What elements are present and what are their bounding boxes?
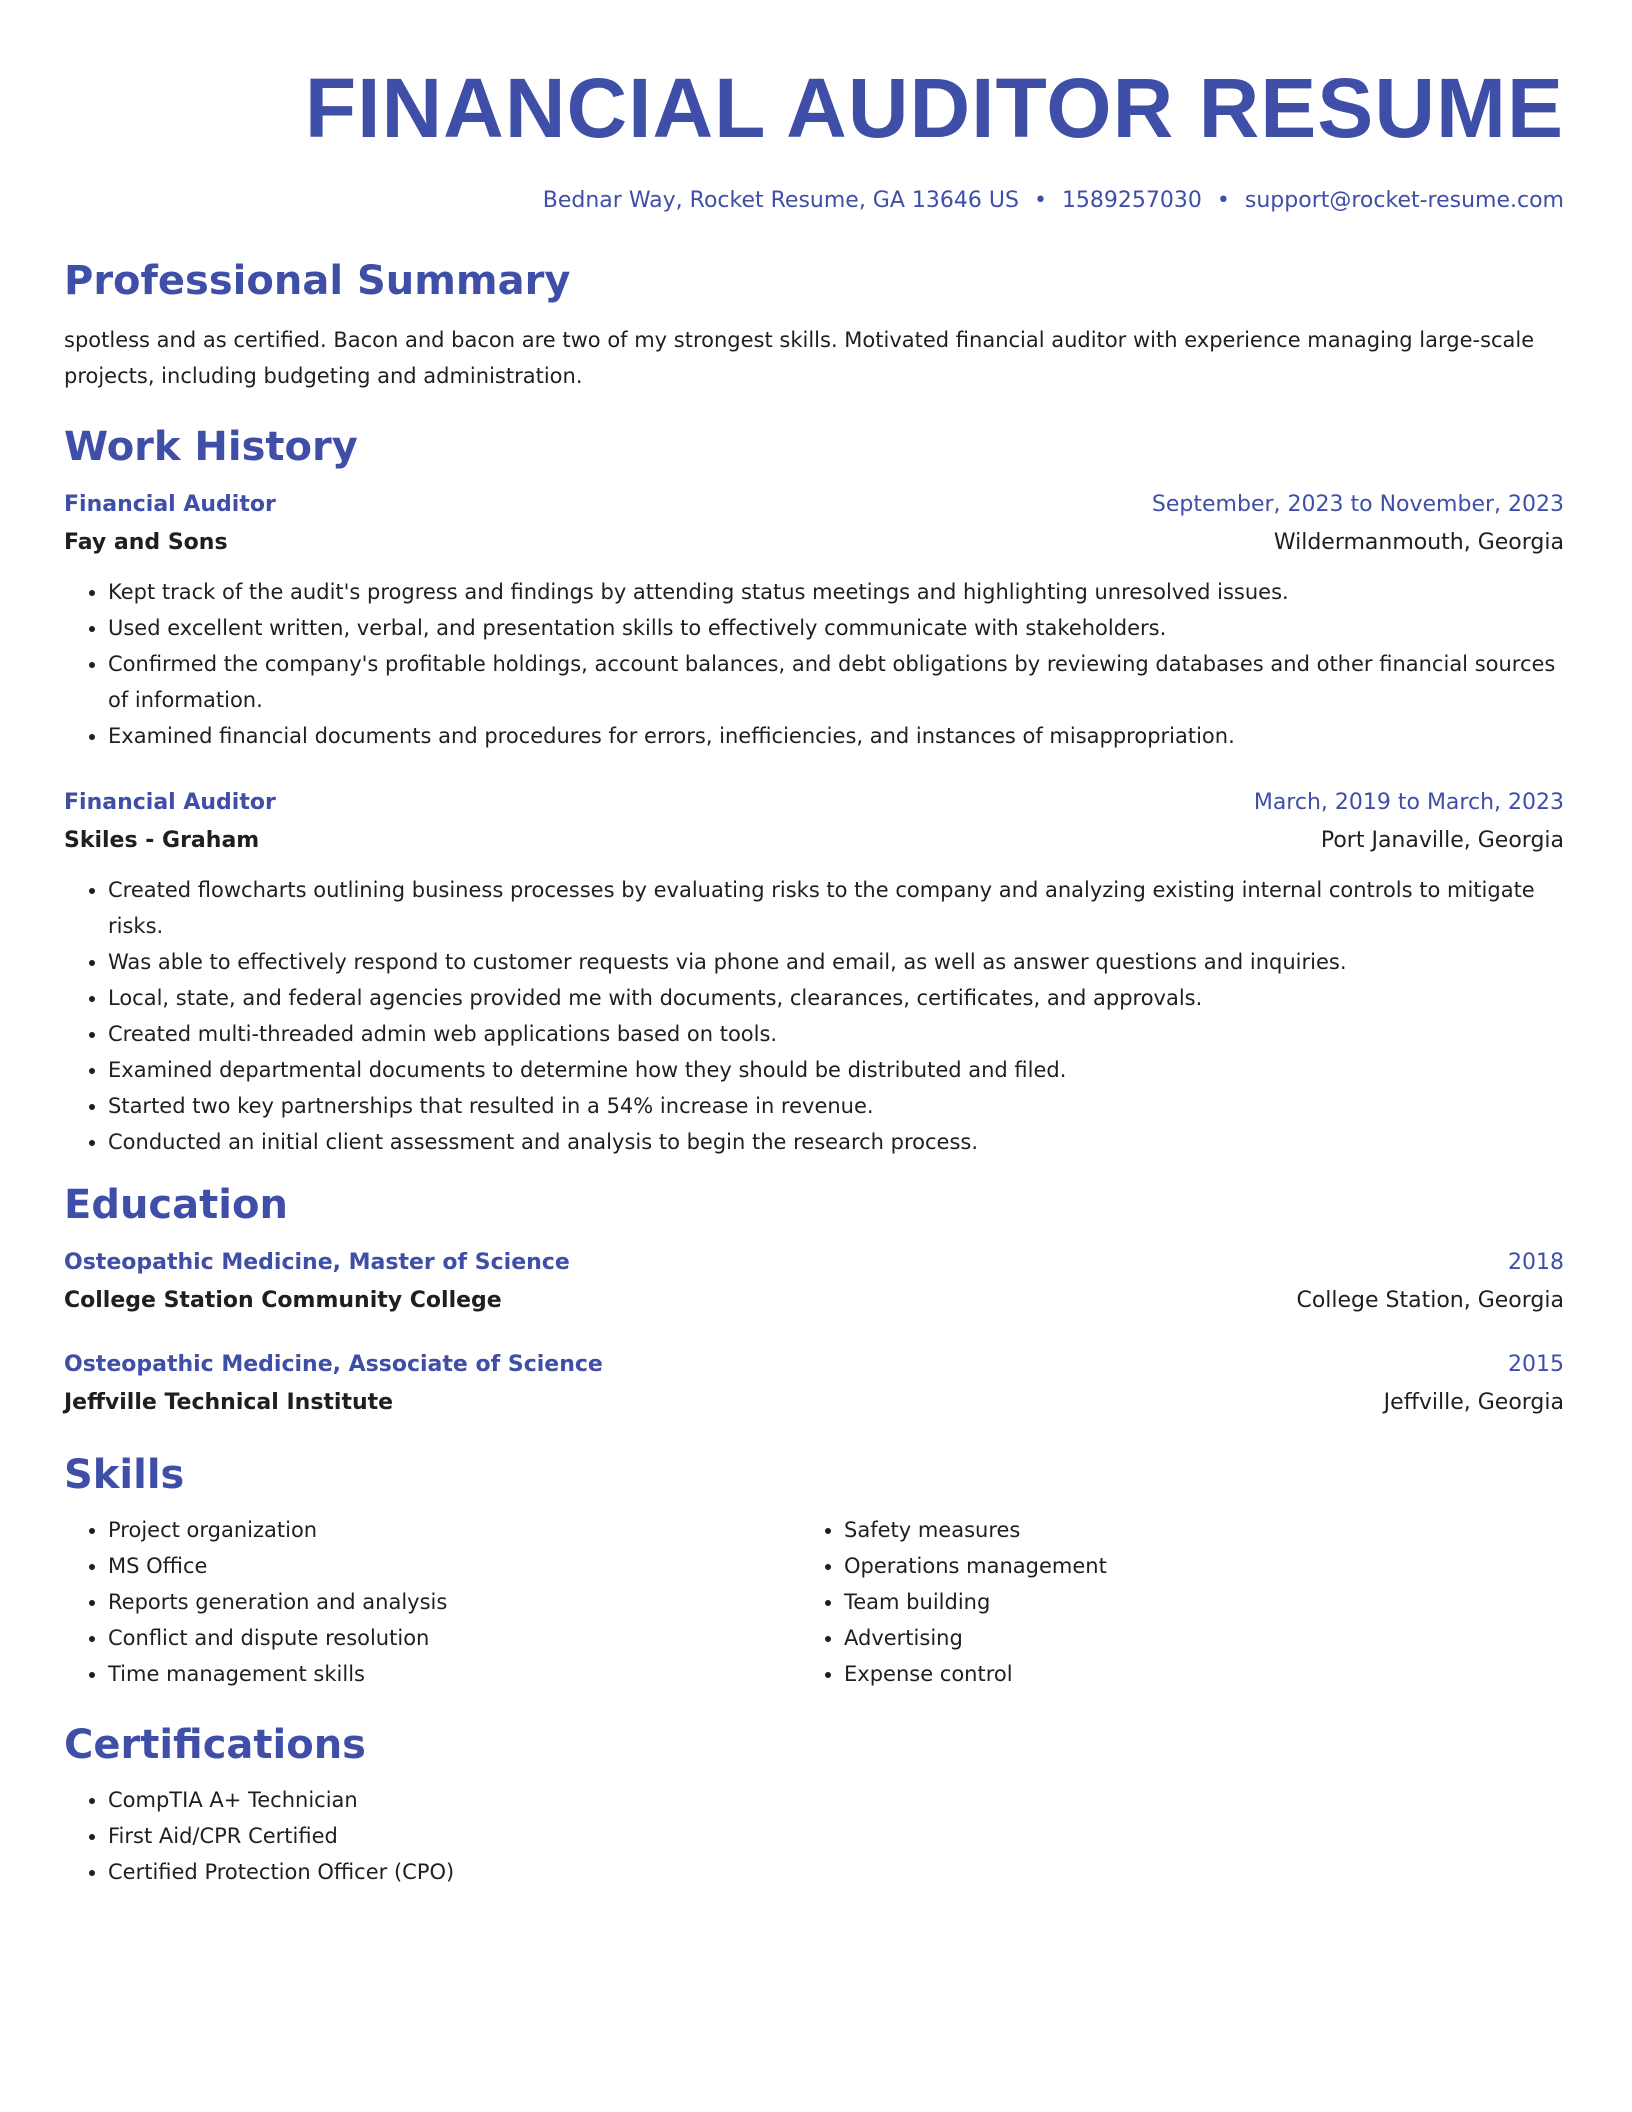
certification-item: • First Aid/CPR Certified bbox=[108, 1818, 1564, 1854]
job-entry bbox=[64, 486, 1564, 754]
education-degree-row bbox=[64, 1346, 1564, 1384]
work-history-section bbox=[64, 422, 1564, 1160]
education-year: 2018 bbox=[1508, 1250, 1564, 1275]
contact-email: support@rocket-resume.com bbox=[1244, 188, 1564, 213]
contact-phone: 1589257030 bbox=[1061, 188, 1202, 213]
certifications-section bbox=[64, 1720, 1564, 1890]
job-company: Fay and Sons bbox=[64, 530, 228, 555]
job-dates: March, 2019 to March, 2023 bbox=[1253, 790, 1564, 815]
education-school-row bbox=[64, 1282, 1564, 1320]
job-bullet: • Examined financial documents and procedures for errors, inefficiencies, and instances of misappropriation. bbox=[108, 718, 1564, 754]
skill-item: • Operations management bbox=[844, 1548, 1536, 1584]
job-title-row bbox=[64, 486, 1564, 524]
work-history-heading: Work History bbox=[64, 424, 358, 470]
education-section bbox=[64, 1180, 1564, 1422]
job-location: Wildermanmouth, Georgia bbox=[1273, 530, 1564, 555]
education-entry bbox=[64, 1244, 1564, 1320]
job-title: Financial Auditor bbox=[64, 492, 276, 517]
skill-item: • Team building bbox=[844, 1584, 1536, 1620]
job-bullet: • Conducted an initial client assessment and analysis to begin the research process. bbox=[108, 1124, 1564, 1160]
job-company-row bbox=[64, 524, 1564, 562]
certifications-list bbox=[64, 1782, 1564, 1890]
education-degree: Osteopathic Medicine, Master of Science bbox=[64, 1250, 570, 1275]
resume-title: FINANCIAL AUDITOR RESUME bbox=[304, 61, 1564, 155]
job-bullet: • Examined departmental documents to determine how they should be distributed and filed. bbox=[108, 1052, 1564, 1088]
skill-item: • Reports generation and analysis bbox=[108, 1584, 800, 1620]
contact-line bbox=[64, 186, 1564, 216]
skill-item: • Expense control bbox=[844, 1656, 1536, 1692]
job-location: Port Janaville, Georgia bbox=[1320, 828, 1564, 853]
skill-item: • Time management skills bbox=[108, 1656, 800, 1692]
certification-item: • Certified Protection Officer (CPO) bbox=[108, 1854, 1564, 1890]
skills-list-left bbox=[64, 1512, 800, 1692]
summary-section bbox=[64, 256, 1564, 394]
skill-item: • Conflict and dispute resolution bbox=[108, 1620, 800, 1656]
job-bullet: • Started two key partnerships that resulted in a 54% increase in revenue. bbox=[108, 1088, 1564, 1124]
job-company-row bbox=[64, 822, 1564, 860]
job-bullet: • Used excellent written, verbal, and presentation skills to effectively communicate with stakeholders. bbox=[108, 610, 1564, 646]
education-school: Jeffville Technical Institute bbox=[64, 1390, 394, 1415]
skill-item: • Advertising bbox=[844, 1620, 1536, 1656]
education-school-row bbox=[64, 1384, 1564, 1422]
job-bullets bbox=[64, 872, 1564, 1160]
job-entry bbox=[64, 784, 1564, 1160]
job-title-row bbox=[64, 784, 1564, 822]
job-bullet: • Local, state, and federal agencies provided me with documents, clearances, certificates, and approvals. bbox=[108, 980, 1564, 1016]
skills-list-right bbox=[800, 1512, 1536, 1692]
contact-separator: • bbox=[1033, 188, 1047, 213]
job-bullet: • Was able to effectively respond to customer requests via phone and email, as well as answer questions and inquiries. bbox=[108, 944, 1564, 980]
education-location: Jeffville, Georgia bbox=[1383, 1390, 1564, 1415]
skills-grid bbox=[64, 1512, 1564, 1692]
job-bullet: • Confirmed the company's profitable holdings, account balances, and debt obligations by reviewing databases and other financial sources of information. bbox=[108, 646, 1564, 718]
job-bullet: • Kept track of the audit's progress and findings by attending status meetings and highlighting unresolved issues. bbox=[108, 574, 1564, 610]
job-bullet: • Created flowcharts outlining business processes by evaluating risks to the company and analyzing existing internal controls to mitigate risks. bbox=[108, 872, 1564, 944]
education-year: 2015 bbox=[1508, 1352, 1564, 1377]
skill-item: • Safety measures bbox=[844, 1512, 1536, 1548]
education-location: College Station, Georgia bbox=[1296, 1288, 1564, 1313]
education-degree: Osteopathic Medicine, Associate of Science bbox=[64, 1352, 603, 1377]
job-bullets bbox=[64, 574, 1564, 754]
education-school: College Station Community College bbox=[64, 1288, 502, 1313]
contact-address: Bednar Way, Rocket Resume, GA 13646 US bbox=[542, 188, 1019, 213]
summary-text: spotless and as certified. Bacon and bacon are two of my strongest skills. Motivated financial auditor with experience managing large-scale projects, including budgeting and administration. bbox=[64, 328, 1535, 388]
contact-separator: • bbox=[1216, 188, 1230, 213]
job-bullet: • Created multi-threaded admin web applications based on tools. bbox=[108, 1016, 1564, 1052]
education-degree-row bbox=[64, 1244, 1564, 1282]
skills-section bbox=[64, 1450, 1564, 1692]
summary-heading: Professional Summary bbox=[64, 258, 571, 304]
job-dates: September, 2023 to November, 2023 bbox=[1151, 492, 1564, 517]
certifications-heading: Certifications bbox=[64, 1722, 366, 1768]
skill-item: • Project organization bbox=[108, 1512, 800, 1548]
education-heading: Education bbox=[64, 1182, 288, 1228]
education-entry bbox=[64, 1346, 1564, 1422]
skills-heading: Skills bbox=[64, 1452, 185, 1498]
job-title: Financial Auditor bbox=[64, 790, 276, 815]
certification-item: • CompTIA A+ Technician bbox=[108, 1782, 1564, 1818]
skill-item: • MS Office bbox=[108, 1548, 800, 1584]
job-company: Skiles - Graham bbox=[64, 828, 260, 853]
